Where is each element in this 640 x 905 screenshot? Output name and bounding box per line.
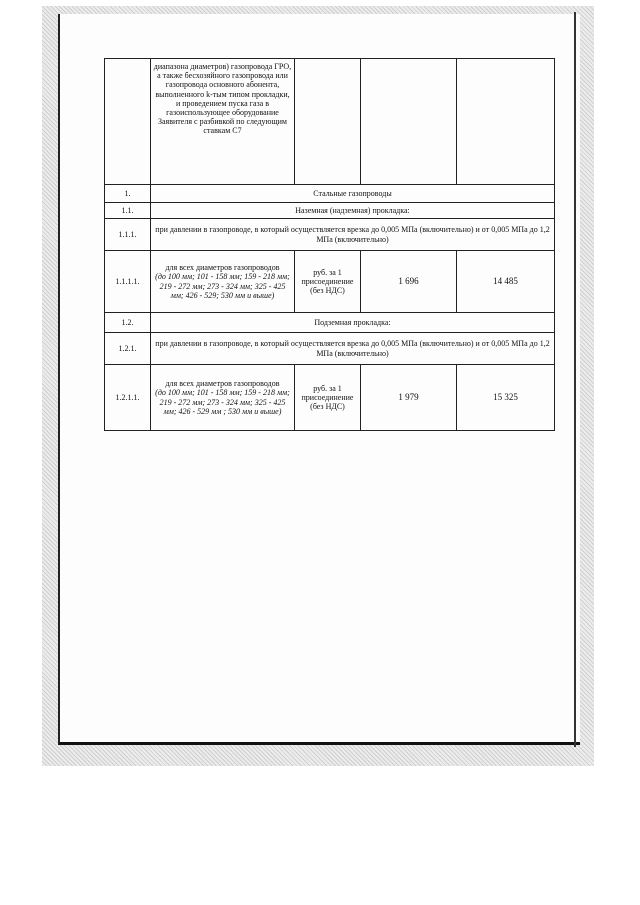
section-row: [105, 203, 555, 219]
section-title: Наземная (надземная) прокладка:: [151, 203, 555, 219]
empty-cell: [361, 59, 457, 185]
section-row: [105, 219, 555, 251]
page-edge: [574, 12, 576, 747]
row-number: 1.: [105, 185, 151, 203]
section-title: Стальные газопроводы: [151, 185, 555, 203]
row-description: диапазона диаметров) газопровода ГРО, а также бесхозяйного газопровода или газопровода основного абонента, выполненного k-тым типом прокладки, и проведением пуска газа в газоиспользующее оборудование Заявителя с разбивкой по следующим ставкам C7: [151, 59, 295, 185]
section-title: при давлении в газопроводе, в который осуществляется врезка до 0,005 МПа (включительно) и от 0,005 МПа до 1,2 МПа (включительно): [151, 219, 555, 251]
description-head: для всех диаметров газопроводов: [165, 263, 280, 273]
section-row: [105, 185, 555, 203]
row-description: [151, 251, 295, 313]
tariff-table: [104, 58, 555, 431]
table-row-intro: [105, 59, 555, 185]
row-number: 1.1.1.: [105, 219, 151, 251]
diameter-ranges: (до 100 мм; 101 - 158 мм; 159 - 218 мм; 219 - 272 мм; 273 - 324 мм; 325 - 425 мм; 426 - 529 мм ; 530 мм и выше): [155, 388, 290, 416]
value-cell: 14 485: [457, 251, 555, 313]
diameter-ranges: (до 100 мм; 101 - 158 мм; 159 - 218 мм; 219 - 272 мм; 273 - 324 мм; 325 - 425 мм; 426 - 529; 530 мм и выше): [155, 272, 290, 300]
row-number: 1.2.1.1.: [105, 365, 151, 431]
row-description: [151, 365, 295, 431]
row-number: 1.2.1.: [105, 333, 151, 365]
value-cell: 15 325: [457, 365, 555, 431]
unit-cell: руб. за 1 присоединение (без НДС): [295, 365, 361, 431]
table-row: [105, 251, 555, 313]
empty-cell: [457, 59, 555, 185]
row-number: 1.1.: [105, 203, 151, 219]
row-number: 1.2.: [105, 313, 151, 333]
row-number: 1.1.1.1.: [105, 251, 151, 313]
row-number-empty: [105, 59, 151, 185]
value-cell: 1 979: [361, 365, 457, 431]
section-title: Подземная прокладка:: [151, 313, 555, 333]
section-row: [105, 333, 555, 365]
empty-cell: [295, 59, 361, 185]
section-title: при давлении в газопроводе, в который осуществляется врезка до 0,005 МПа (включительно) и от 0,005 МПа до 1,2 МПа (включительно): [151, 333, 555, 365]
value-cell: 1 696: [361, 251, 457, 313]
unit-cell: руб. за 1 присоединение (без НДС): [295, 251, 361, 313]
description-head: для всех диаметров газопроводов: [165, 379, 280, 389]
section-row: [105, 313, 555, 333]
table-row: [105, 365, 555, 431]
